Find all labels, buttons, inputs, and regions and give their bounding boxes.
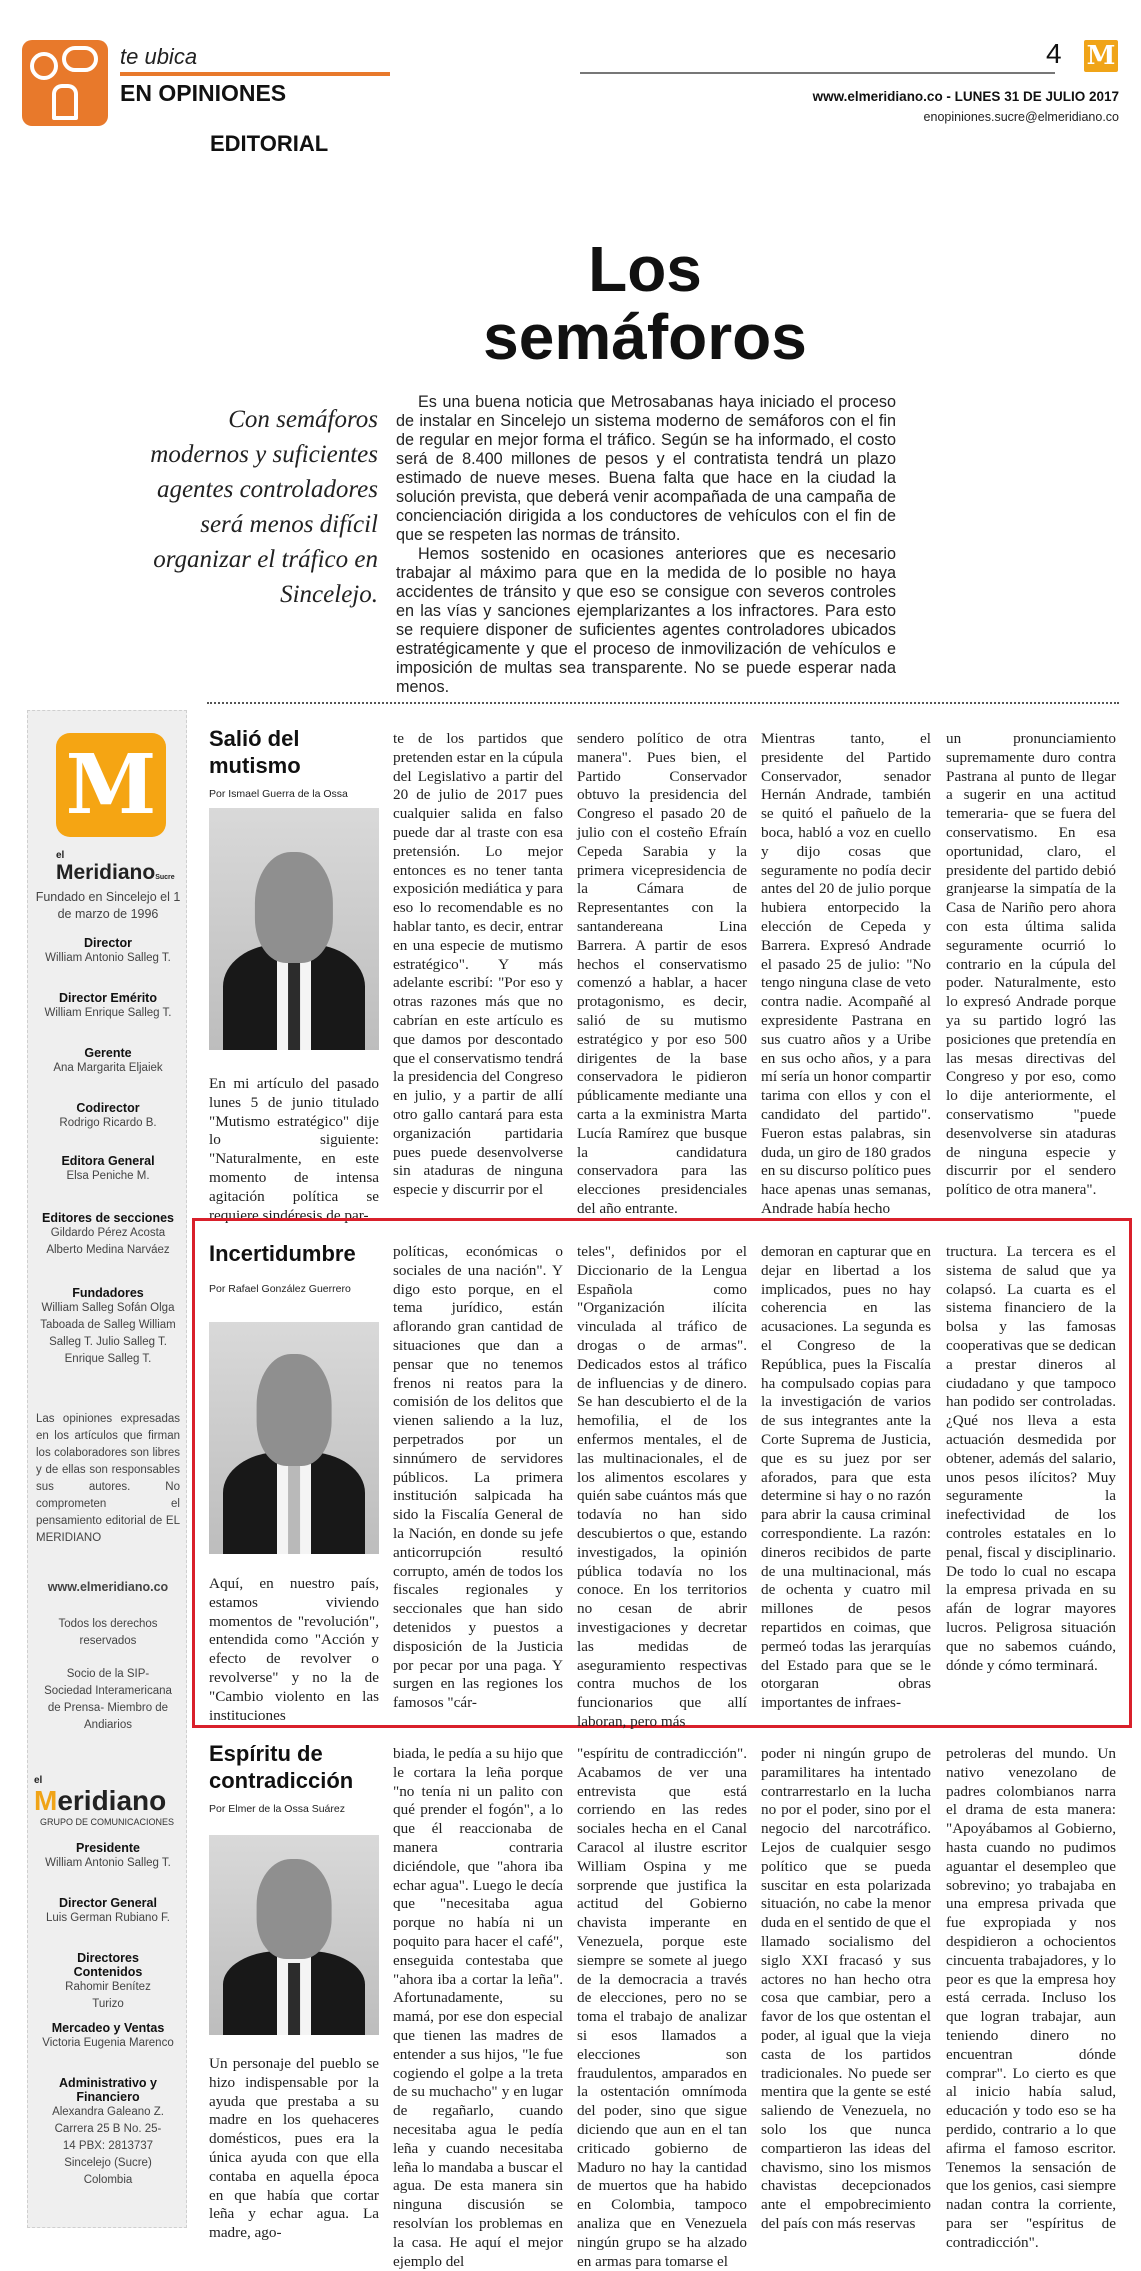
editorial-paragraph: Es una buena noticia que Metrosabanas haya iniciado el proceso de instalar en Sincelejo un sistema moderno de semáforos con el fin de regular en mejor forma el tráfico. Según se ha informado, el costo será de 8.400 millones de pesos y el contratista tendrá un plazo estimado de nueve meses. Buena falta que hace en la ciudad la solución prevista, que deberá venir acompañada de una campaña de concienciación dirigida a los conductores de vehículos con el fin de que se respeten las normas de tránsito. [396,393,896,544]
header-tagline: te ubica [120,44,198,69]
group-staff-entry [28,1951,188,2013]
staff-title: Mercadeo y Ventas [51,2021,165,2035]
staff-title: Directores Contenidos [73,1951,143,1979]
article-title: Espíritu de contradicción [209,1741,354,1793]
staff-title: Editora General [61,1154,155,1168]
header-rule [580,72,1055,74]
group-staff-entry [28,2021,188,2052]
header-email[interactable]: enopiniones.sucre@elmeridiano.co [923,110,1119,124]
founded-note: Fundado en Sincelejo el 1 de marzo de 1996 [35,890,181,921]
article-column: demoran en capturar que en dejar en libertad a los implicados, pues no hay coherencia en las acusaciones. La segunda es el Congreso de la República, pues la Fiscalía ha compulsado copias para la investigación de varios de sus integrantes ante la Corte Suprema de Justicia, que es su juez por ser aforados, para que esta determine si hay o no razón para abrir la causa criminal correspondiente. La razón: dineros recibidos de parte de una multinacional, más de ochenta y cuatro mil millones de pesos repartidos en coimas, que permeó todas las jerarquías del Estado para que se le otorgaran obras importantes de infraes- [761,1243,931,1712]
article-column: Un personaje del pueblo se hizo indispensable por la ayuda que prestaba a su madre en los quehaceres domésticos, pues era la única ayuda con que ella contaba en aquella época en que había que cortar leña y echar agua. La madre, ago- [209,2055,379,2242]
staff-title: Administrativo y Financiero [59,2076,157,2104]
meridiano-logo-icon: M [56,733,166,837]
article-column: "espíritu de contradicción". Acabamos de ver una entrevista que está corriendo en las redes sociales hecha en el Canal Caracol al ilustre escritor William Ospina y me sorprende que justifica la actitud del Gobierno chavista imperante en Venezuela, porque este siempre se somete al juego de la democracia a través de elecciones, pero no se toma el trabajo de analizar si esos llamados a elecciones son fraudulentos, amparados en la ostentación omnímoda del poder, sino que sigue diciendo que aun en el tan criticado gobierno de Maduro no hay la cantidad de muertos que ha habido en Colombia, tampoco analiza que en Venezuela ningún grupo se ha alzado en armas para tomarse el [577,1745,747,2270]
editorial-pull-quote: Con semáforos modernos y suficientes agentes controladores será menos difícil organizar el tráfico en Sincelejo. [150,406,378,608]
staff-entry [28,1154,188,1185]
staff-title: Director Emérito [59,991,157,1005]
article-column: En mi artículo del pasado lunes 5 de junio titulado "Mutismo estratégico" dije lo siguiente: "Naturalmente, en este momento de intensa agitación política se requiere sindéresis de par- [209,1075,379,1224]
staff-entry [28,1101,188,1132]
staff-name: Alexandra Galeano Z. Carrera 25 B No. 25-14 PBX: 2813737 Sincelejo (Sucre) Colombia [52,2106,164,2186]
brand-prefix: el [56,850,65,861]
staff-name: William Antonio Salleg T. [45,952,171,964]
group-staff-entry [28,1896,188,1927]
staff-name: Rahomir Benítez Turizo [65,1981,151,2010]
article-column: Aquí, en nuestro país, estamos viviendo momentos de "revolución", entendida como "Acción y efecto de revolver o revolverse" y no la de "Cambio violento en las instituciones [209,1575,379,1724]
staff-entry [28,1046,188,1077]
staff-title: Codirector [76,1101,140,1115]
sidebar-website[interactable]: www.elmeridiano.co [47,1580,169,1594]
staff-name: Luis German Rubiano F. [45,1912,170,1924]
staff-name: William Antonio Salleg T. [45,1857,171,1869]
group-staff-entry [28,1841,188,1872]
editorial-title [400,233,890,373]
author-photo [209,1322,379,1554]
staff-name: William Salleg Sofán Olga Taboada de Salleg William Salleg T. Julio Salleg T. Enrique Salleg T. [40,1302,176,1365]
staff-title: Editores de secciones [41,1211,174,1225]
section-divider [207,702,1119,704]
article-column: petroleras del mundo. Un nativo venezolano de padres colombianos narra el drama de esta manera: "Apoyábamos al Gobierno, hasta cuando no pudimos aguantar el desempleo que sobrevino; yo trabajaba en una empresa privada que fue expropiada y nos despidieron a ochocientos cincuenta trabajadores, y lo peor es que la empresa hoy está cerrada. Incluso los que logran trabajar, aun teniendo dinero no encuentran dónde comprar". Lo cierto es que al inicio había salud, educación y todo eso se ha perdido, contrario a lo que afirma el famoso escritor. Tenemos la sensación de que los genios, casi siempre nadan contra la corriente, para ser "espíritus de contradicción". [946,1745,1116,2251]
author-photo [209,1835,379,2035]
en-opiniones-logo-icon [22,40,108,126]
article-column: tructura. La tercera es el sistema de salud que ya colapsó. La cuarta es el sistema financiero de la bolsa y las famosas cooperativas que se dedican a prestar dineros al ciudadano y que tampoco han podido ser controladas. ¿Qué nos lleva a esta actuación desmedida por obtener, además del salario, unos pesos ilícitos? Muy seguramente la inefectividad de los controles estatales en lo penal, fiscal y disciplinario. De todo lo cual no escapa la empresa privada en su afán de lograr mayores lucros. Peligrosa situación que no sabemos cuándo, dónde y cómo terminará. [946,1243,1116,1674]
rights-note: Todos los derechos reservados [58,1618,158,1647]
staff-title: Director [84,936,132,950]
staff-title: Director General [59,1896,157,1910]
editorial-paragraph: Hemos sostenido en ocasiones anteriores que es necesario trabajar al máximo para que en la medida de lo posible no haya accidentes de tránsito y que eso se consigue con severos controles en las vías y sanciones ejemplarizantes a los infractores. Para esto se requiere disponer de suficientes agentes controladores ubicados estratégicamente y que el proceso de inmovilización de vehículos e imposición de multas sea transparente. No se puede esperar nada menos. [396,545,896,696]
staff-name: Ana Margarita Eljaiek [53,1062,163,1074]
staff-name: Victoria Eugenia Marenco [42,2037,174,2049]
article-column: un pronunciamiento supremamente duro contra Pastrana al punto de llegar a sugerir en una actitud temeraria- que se fuera del conservatismo. En esa oportunidad, claro, el presidente del partido debió granjearse la simpatía de la Casa de Nariño pero ahora con esta última salida seguramente ocurrió lo contrario en la cúpula del poder. Naturalmente, esto lo expresó Andrade porque ya su partido logró las posiciones que pretendía en las mesas directivas del Congreso y por eso, como lo dije anteriormente, el conservatismo "puede desenvolverse sin ataduras de ninguna especie y discurrir por el sendero político de otra manera". [946,730,1116,1199]
disclaimer: Las opiniones expresadas en los artículos que firman los colaboradores son libres y de ellas son responsables sus autores. No comprometen el pensamiento editorial de EL MERIDIANO [36,1413,180,1544]
article-column: sendero político de otra manera". Pues bien, el Partido Conservador obtuvo la presidencia del Congreso el pasado 20 de julio con el costeño Efraín Cepeda Sarabia y la primera vicepresidencia de la Cámara de Representantes con la santandereana Lina Barrera. A partir de esos hechos el conservatismo comenzó a hablar, a hacer protagonismo, es decir, salió de su mutismo estratégico y por eso 500 dirigentes de la base conservadora le pidieron públicamente mediante una carta a la exministra Marta Lucía Ramírez que busque la candidatura conservadora para las elecciones presidenciales del año entrante. [577,730,747,1217]
article-column: biada, le pedía a su hijo que le cortara la leña porque "no tenía ni un palito con qué prender el fogón", a lo que él reaccionaba de manera contraria diciéndole, que "ahora iba echar agua". Luego le decía que "necesitaba agua porque no había ni un poquito para hacer el café", enseguida contestaba que "ahora iba a cortar la leña". Afortunadamente, su mamá, por ese don especial que tienen las madres de entender a sus hijos, "le fue cogiendo el golpe a la treta de su muchacho" y en lugar de regañarlo, cuando necesitaba agua le pedía leña y cuando necesitaba leña lo mandaba a buscar el agua. De esta manera sin ninguna discusión se resolvían los problemas en la casa. He aquí el mejor ejemplo del [393,1745,563,2270]
article-column: te de los partidos que pretenden estar en la cúpula del Legislativo a partir del 20 de julio de 2017 pues cualquier salida en falso puede dar al traste con esa pretensión. Lo mejor entonces es no tener tanta exposición mediática y para eso lo recomendable es no hablar tanto, es decir, entrar en una especie de mutismo estratégico". Y más adelante escribí: "Por eso y otras razones más que no cabrían en este artículo es que damos por descontado que el conservatismo tendrá la presidencia del Congreso en julio, y a partir de allí otro gallo cantará para esta organización partidaria pues puede desenvolverse sin ataduras de ninguna especie y discurrir por el [393,730,563,1199]
editorial-title-line1: Los [588,233,702,305]
brand2-rest: eridiano [57,1785,167,1816]
article-column: poder ni ningún grupo de paramilitares ha intentado contrarrestarlo en la lucha no por el poder, sino por el negocio del narcotráfico. Lejos de cualquier sesgo político que se pueda suscitar en esta polarizada situación, no cabe la menor duda en el sentido de que el llamado socialismo del siglo XXI fracasó y sus actores no han hecho otra cosa que cambiar, pero a favor de los que ostentan el poder, al igual que la vieja casta de los partidos tradicionales. No puede ser mentira que la gente se esté saliendo de Venezuela, no solo los que nunca compartieron las ideas del chavismo, sino los mismos chavistas decepcionados ante el empobrecimiento del país con más reservas [761,1745,931,2232]
article-column: Mientras tanto, el presidente del Partido Conservador, senador Hernán Andrade, también se quitó el pañuelo de la boca, habló a voz en cuello y dijo cosas que seguramente no podía decir antes del 20 de julio porque hubiera entorpecido la elección de Cepeda y Barrera. Expresó Andrade el pasado 25 de julio: "No tengo ninguna clase de veto contra nadie. Acompañé al expresidente Pastrana en sus cuatro años y a Uribe en sus ocho años, y a para mí sería un honor compartir tarima con ellos y con el candidato del partido". Fueron estas palabras, sin duda, un giro de 180 grados en su discurso político pues hace apenas unas semanas, Andrade había hecho [761,730,931,1217]
brand2-prefix: el [34,1775,43,1786]
sidebar-brand [56,851,175,885]
header-section-title: EN OPINIONES [120,80,287,106]
page-number: 4 [1046,38,1062,69]
staff-entry [28,936,188,967]
group-brand [34,1777,166,1817]
staff-title: Gerente [84,1046,132,1060]
article-byline: Por Rafael González Guerrero [209,1283,351,1295]
staff-entry [28,1211,188,1259]
header-site-date[interactable]: www.elmeridiano.co - LUNES 31 DE JULIO 2017 [812,89,1119,104]
staff-name: William Enrique Salleg T. [44,1007,172,1019]
group-brand-subtitle: GRUPO DE COMUNICACIONES [40,1817,175,1827]
member-note: Socio de la SIP- Sociedad Interamericana de Prensa- Miembro de Andiarios [44,1668,172,1731]
masthead-sidebar [27,710,187,2228]
section-label: EDITORIAL [210,131,329,156]
staff-name: Gildardo Pérez Acosta Alberto Medina Narváez [46,1227,170,1256]
article-column: políticas, económicas o sociales de una nación". Y digo esto porque, en el tema jurídico, están aflorando gran cantidad de situaciones que dan a pensar que no tenemos frenos ni reatos para la comisión de los delitos que vienen saliendo a la luz, perpetrados por un sinnúmero de servidores públicos. La primera institución salpicada ha sido la Fiscalía General de la Nación, en donde su jefe anticorrupción resultó corrupto, amén de todos los fiscales regionales y seccionales que han sido detenidos y puestos a disposición de la Justicia por pecar por una paga. Y surgen en las regiones los famosos "cár- [393,1243,563,1712]
group-staff-entry [28,2076,188,2189]
brand-name: Meridiano [56,861,156,884]
article-column: teles", definidos por el Diccionario de la Lengua Española como "Organización ilícita vinculada al tráfico de drogas o de armas". Dedicados estos al tráfico de influencias y de dinero. Se han descubierto el de la hemofilia, el de los enfermos mentales, el de las multinacionales, el de los alimentos escolares y quién sabe cuántos más que todavía no han sido descubiertos o que, estando investigados, la opinión pública todavía no los conoce. En los territorios no cesan de abrir investigaciones y decretar las medidas de aseguramiento respectivas contra muchos de los funcionarios que allí laboran, pero más [577,1243,747,1730]
staff-title: Presidente [76,1841,140,1855]
staff-entry [28,1286,188,1368]
staff-entry [28,991,188,1022]
brand2-m: M [34,1785,58,1816]
article-byline: Por Ismael Guerra de la Ossa [209,788,348,800]
brand-note: Sucre [155,874,175,881]
meridiano-m-logo: M [1084,40,1118,72]
staff-name: Rodrigo Ricardo B. [59,1117,157,1129]
article-title: Incertidumbre [209,1241,356,1266]
editorial-title-line2: semáforos [483,300,807,373]
article-title: Salió del mutismo [209,726,301,778]
editorial-body [396,393,896,697]
article-byline: Por Elmer de la Ossa Suárez [209,1803,345,1815]
author-photo [209,808,379,1050]
staff-title: Fundadores [72,1286,144,1300]
header-orange-rule [120,72,390,76]
staff-name: Elsa Peniche M. [66,1170,150,1182]
